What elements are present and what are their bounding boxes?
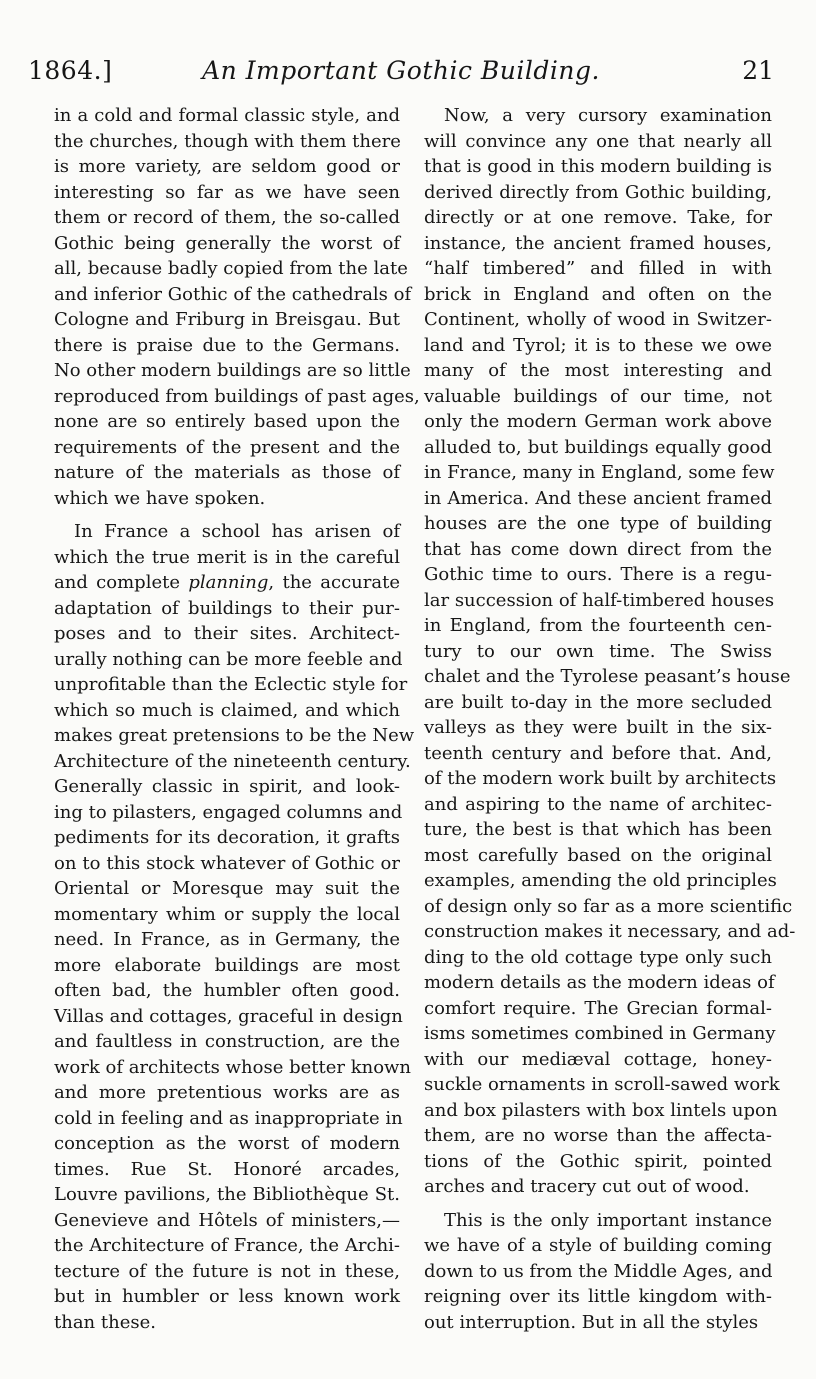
text-line: Genevieve and Hôtels of ministers,— xyxy=(54,1209,400,1231)
text-line: derived directly from Gothic building, xyxy=(424,181,772,203)
text-line: that has come down direct from the xyxy=(424,538,772,560)
header-year: 1864.] xyxy=(28,56,113,85)
text-line: Generally classic in spirit, and look- xyxy=(54,776,400,797)
text-line: pediments for its decoration, it grafts xyxy=(54,827,400,848)
text-line: reproduced from buildings of past ages, xyxy=(54,385,420,407)
text-line: in a cold and formal classic style, and xyxy=(54,105,400,126)
text-line: are built to-day in the more secluded xyxy=(424,691,772,713)
text-line: tions of the Gothic spirit, pointed xyxy=(424,1150,772,1172)
text-line: times. Rue St. Honoré arcades, xyxy=(54,1158,400,1180)
text-line: poses and to their sites. Architect- xyxy=(54,623,400,644)
text-line: adaptation of buildings to their pur- xyxy=(54,597,400,619)
text-line: Villas and cottages, graceful in design xyxy=(54,1005,403,1027)
text-line: Gothic being generally the worst of xyxy=(54,232,400,254)
paragraph-gap xyxy=(54,511,400,519)
text-line: only the modern German work above xyxy=(424,411,772,432)
text-line: with our mediæval cottage, honey- xyxy=(424,1048,772,1070)
text-line: arches and tracery cut out of wood. xyxy=(424,1176,750,1197)
text-line: the Architecture of France, the Archi- xyxy=(54,1235,400,1256)
text-line: will convince any one that nearly all xyxy=(424,130,772,152)
text-line: interesting so far as we have seen xyxy=(54,181,400,203)
text-line: alluded to, but buildings equally good xyxy=(424,436,772,458)
text-line: tury to our own time. The Swiss xyxy=(424,640,772,662)
text-line: conception as the worst of modern xyxy=(54,1133,400,1154)
text-line: in France, many in England, some few xyxy=(424,462,775,483)
text-line: instance, the ancient framed houses, xyxy=(424,232,772,254)
text-line: down to us from the Middle Ages, and xyxy=(424,1260,773,1282)
text-line: Oriental or Moresque may suit the xyxy=(54,878,400,899)
text-line: cold in feeling and as inappropriate in xyxy=(54,1107,403,1129)
text-line: comfort require. The Grecian formal- xyxy=(424,997,772,1019)
text-line: and faultless in construction, are the xyxy=(54,1031,400,1052)
text-line: and box pilasters with box lintels upon xyxy=(424,1099,778,1121)
text-line: tecture of the future is not in these, xyxy=(54,1260,400,1282)
page-number: 21 xyxy=(742,56,774,85)
text-line: urally nothing can be more feeble and xyxy=(54,648,403,670)
text-line: requirements of the present and the xyxy=(54,436,400,458)
text-line: momentary whim or supply the local xyxy=(54,903,400,925)
left-column xyxy=(54,103,420,1335)
running-header xyxy=(28,56,774,96)
text-line: examples, amending the old principles xyxy=(424,870,777,891)
text-line: makes great pretensions to be the New xyxy=(54,725,415,746)
text-line: there is praise due to the Germans. xyxy=(54,334,400,356)
text-line: is more variety, are seldom good or xyxy=(54,156,400,177)
text-line: lar succession of half-timbered houses xyxy=(424,589,775,611)
right-column xyxy=(424,103,796,1335)
text-line: “half timbered” and filled in with xyxy=(424,258,772,279)
paragraph xyxy=(424,103,796,1200)
header-title: An Important Gothic Building. xyxy=(202,56,600,85)
text-line: chalet and the Tyrolese peasant’s house xyxy=(424,666,791,687)
text-line: modern details as the modern ideas of xyxy=(424,972,775,993)
paragraph-gap xyxy=(424,1200,772,1208)
text-line: valuable buildings of our time, not xyxy=(424,385,772,407)
text-line: many of the most interesting and xyxy=(424,360,772,381)
text-line: than these. xyxy=(54,1311,156,1333)
text-line: in America. And these ancient framed xyxy=(424,487,772,509)
text-line: and complete planning, the accurate xyxy=(54,572,400,593)
text-line: valleys as they were built in the six- xyxy=(424,717,772,738)
text-line: No other modern buildings are so little xyxy=(54,360,411,381)
text-line: Cologne and Friburg in Breisgau. But xyxy=(54,309,400,330)
text-line: isms sometimes combined in Germany xyxy=(424,1023,776,1044)
text-line: on to this stock whatever of Gothic or xyxy=(54,852,400,874)
text-line: nature of the materials as those of xyxy=(54,462,400,483)
text-line: all, because badly copied from the late xyxy=(54,258,408,279)
text-line: and inferior Gothic of the cathedrals of xyxy=(54,283,412,305)
text-line: Architecture of the nineteenth century. xyxy=(54,750,411,772)
text-line: more elaborate buildings are most xyxy=(54,954,400,976)
text-line: unprofitable than the Eclectic style for xyxy=(54,674,408,695)
text-line: ing to pilasters, engaged columns and xyxy=(54,801,403,823)
text-line: land and Tyrol; it is to these we owe xyxy=(424,334,772,356)
text-line: houses are the one type of building xyxy=(424,513,772,534)
text-line: Continent, wholly of wood in Switzer- xyxy=(424,309,772,330)
text-line: Gothic time to ours. There is a regu- xyxy=(424,564,772,585)
emphasis: planning xyxy=(188,572,269,593)
text-line: of design only so far as a more scientific xyxy=(424,895,793,917)
text-line: them or record of them, the so-called xyxy=(54,207,400,228)
text-line: This is the only important instance xyxy=(444,1209,772,1231)
text-line: which we have spoken. xyxy=(54,487,266,509)
text-line: none are so entirely based upon the xyxy=(54,411,400,432)
paragraph xyxy=(424,1208,772,1336)
text-line: most carefully based on the original xyxy=(424,844,772,866)
text-line: directly or at one remove. Take, for xyxy=(424,207,772,228)
text-line: in England, from the fourteenth cen- xyxy=(424,615,772,636)
text-line: which so much is claimed, and which xyxy=(54,699,400,721)
text-line: Louvre pavilions, the Bibliothèque St. xyxy=(54,1184,400,1205)
paragraph xyxy=(54,103,420,511)
text-line: of the modern work built by architects xyxy=(424,768,777,789)
text-line: brick in England and often on the xyxy=(424,283,772,305)
text-line: and aspiring to the name of architec- xyxy=(424,793,772,815)
text-line: often bad, the humbler often good. xyxy=(54,980,400,1001)
text-line: we have of a style of building coming xyxy=(424,1235,772,1256)
text-line: ture, the best is that which has been xyxy=(424,819,772,840)
text-line: Now, a very cursory examination xyxy=(444,105,772,126)
text-line: out interruption. But in all the styles xyxy=(424,1311,759,1333)
text-line: and more pretentious works are as xyxy=(54,1082,400,1103)
text-line: which the true merit is in the careful xyxy=(54,546,400,568)
text-line: teenth century and before that. And, xyxy=(424,742,772,764)
text-line: In France a school has arisen of xyxy=(74,521,400,542)
text-line: but in humbler or less known work xyxy=(54,1286,400,1307)
text-line: construction makes it necessary, and ad- xyxy=(424,921,796,942)
paragraph xyxy=(54,519,415,1335)
text-line: that is good in this modern building is xyxy=(424,156,773,177)
text-line: ding to the old cottage type only such xyxy=(424,946,772,968)
text-line: the churches, though with them there xyxy=(54,130,401,152)
text-line: work of architects whose better known xyxy=(54,1056,412,1078)
text-line: suckle ornaments in scroll-sawed work xyxy=(424,1074,780,1095)
text-line: them, are no worse than the affecta- xyxy=(424,1125,772,1146)
text-line: reigning over its little kingdom with- xyxy=(424,1286,772,1307)
text-line: need. In France, as in Germany, the xyxy=(54,929,400,950)
